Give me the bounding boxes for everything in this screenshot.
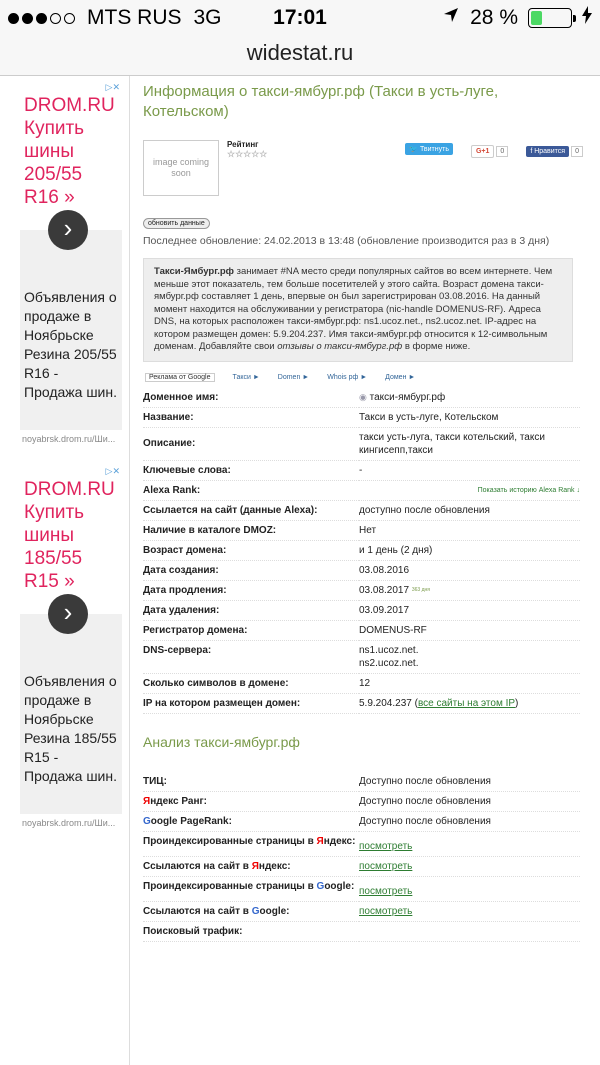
table-row <box>143 427 580 460</box>
last-updated: Последнее обновление: 24.02.2013 в 13:48 (обновление производится раз в 3 дня) <box>143 235 550 247</box>
row-key <box>143 791 359 811</box>
row-key: Название: <box>143 407 359 427</box>
row-key: Ключевые слова: <box>143 460 359 480</box>
dns-1: ns1.ucoz.net. <box>359 644 419 656</box>
ip-close-paren: ) <box>515 697 519 709</box>
ad-link[interactable]: Домен ► <box>385 374 416 381</box>
url-domain[interactable]: widestat.ru <box>246 40 354 65</box>
status-right <box>442 6 592 30</box>
row-value: 03.09.2017 <box>359 600 580 620</box>
table-row <box>143 620 580 640</box>
ad-body[interactable]: Объявления о продаже в Ноябрьске Резина 185/55 R15 - Продажа шин. <box>20 614 122 814</box>
rating <box>227 140 267 160</box>
row-key: Наличие в каталоге DMOZ: <box>143 520 359 540</box>
network-type: 3G <box>193 6 222 29</box>
ad-headline[interactable]: DROM.RU Купить шины 185/55 R15 » <box>24 479 115 592</box>
row-value: такси усть-луга, такси котельский, такси кингисепп,такси <box>359 427 580 460</box>
charging-bolt-icon <box>582 6 592 30</box>
main-content <box>143 76 583 942</box>
carrier-name: MTS RUS <box>87 6 182 29</box>
ad-headline[interactable]: DROM.RU Купить шины 205/55 R16 » <box>24 95 115 208</box>
row-key: Поисковый трафик: <box>143 921 359 941</box>
row-key <box>143 901 359 921</box>
rating-stars[interactable]: ☆☆☆☆☆ <box>227 149 268 159</box>
row-key <box>143 876 359 901</box>
site-header-row <box>143 140 583 212</box>
site-summary <box>143 258 573 362</box>
address-bar[interactable] <box>0 38 600 76</box>
ad-link[interactable]: Domen ► <box>277 374 310 381</box>
ad-source: noyabrsk.drom.ru/Ши... <box>22 434 116 444</box>
table-row <box>143 520 580 540</box>
row-key-text: ндекс Ранг: <box>150 795 207 807</box>
chevron-right-icon[interactable]: › <box>48 594 88 634</box>
analysis-table <box>143 772 580 942</box>
row-value: - <box>359 460 580 480</box>
row-value: Нет <box>359 520 580 540</box>
row-key: Возраст домена: <box>143 540 359 560</box>
google-ad-links <box>143 372 583 384</box>
gplus-button[interactable]: G+1 <box>471 145 494 158</box>
summary-text: занимает #NA место среди популярных сайтов во всем интернете. Чем меньше этот показатель, тем больше посетителей у этого сайта. Возраст домена такси-ямбург.рф составляет 1 день, впервые он был зарегистрирован 03.08.2016. На данный момент находится на обслуживании у регистратора (nic-handle DOMENUS-RF). Адреса DNS, на которых расположен такси-ямбург.рф: ns1.ucoz.net., ns2.ucoz.net. IP-адрес на котором размещен домен: 5.9.204.237. Имя такси-ямбург.рф относится к 12-символьным доменам. Добавляйте свои <box>154 266 553 352</box>
ip-value: 5.9.204.237 ( <box>359 697 418 709</box>
globe-icon: ◉ <box>359 391 367 402</box>
view-link[interactable]: посмотреть <box>359 905 413 917</box>
alexa-history-link[interactable]: Показать историю Alexa Rank ↓ <box>477 486 580 494</box>
row-value <box>359 480 580 500</box>
view-link[interactable]: посмотреть <box>359 860 413 872</box>
row-value: 12 <box>359 673 580 693</box>
table-row <box>143 791 580 811</box>
ad-block[interactable] <box>20 80 122 448</box>
site-thumbnail: image coming soon <box>143 140 219 196</box>
ad-choices-icon[interactable]: ▷✕ <box>105 466 120 476</box>
row-value: Доступно после обновления <box>359 791 580 811</box>
battery-level-fill <box>531 11 542 25</box>
row-key: Доменное имя: <box>143 388 359 408</box>
row-value: Доступно после обновления <box>359 772 580 792</box>
row-value <box>359 693 580 713</box>
all-sites-on-ip-link[interactable]: все сайты на этом IP <box>417 697 516 709</box>
table-row <box>143 600 580 620</box>
row-key-text: oogle PageRank: <box>150 815 232 827</box>
yandex-letter: Я <box>251 860 259 872</box>
dns-2: ns2.ucoz.net. <box>359 657 419 669</box>
row-key: Дата продления: <box>143 580 359 600</box>
row-value <box>359 856 580 876</box>
row-value: Доступно после обновления <box>359 811 580 831</box>
summary-site-name: Такси-Ямбург.рф <box>154 266 234 277</box>
domain-name-value: такси-ямбург.рф <box>369 391 446 403</box>
reviews-link[interactable]: отзывы о такси-ямбург.рф <box>277 341 403 352</box>
row-key: IP на котором размещен домен: <box>143 693 359 713</box>
ad-body[interactable]: Объявления о продаже в Ноябрьске Резина 205/55 R16 - Продажа шин. <box>20 230 122 430</box>
google-letter: G <box>251 905 260 917</box>
days-left: 363 дня <box>411 586 430 593</box>
table-row <box>143 673 580 693</box>
table-row <box>143 500 580 520</box>
table-row <box>143 921 580 941</box>
table-row <box>143 388 580 408</box>
row-key-text: Ссылаются на сайт в <box>143 905 252 917</box>
yandex-letter: Я <box>316 835 324 847</box>
ad-block[interactable] <box>20 464 122 832</box>
row-value <box>359 921 580 941</box>
row-key: Ссылается на сайт (данные Alexa): <box>143 500 359 520</box>
row-key: Регистратор домена: <box>143 620 359 640</box>
table-row <box>143 876 580 901</box>
row-key <box>143 856 359 876</box>
table-row <box>143 460 580 480</box>
row-value: Такси в усть-луге, Котельском <box>359 407 580 427</box>
status-bar <box>0 0 600 38</box>
refresh-data-button[interactable]: обновить данные <box>143 218 210 229</box>
row-key: ТИЦ: <box>143 772 359 792</box>
fb-like-button[interactable]: f Нравится <box>526 146 569 157</box>
rating-label: Рейтинг <box>227 140 259 149</box>
tweet-button[interactable]: 🐦 Твитнуть <box>405 143 453 155</box>
row-value: DOMENUS-RF <box>359 620 580 640</box>
google-letter: G <box>143 815 151 827</box>
ad-choices-icon[interactable]: ▷✕ <box>105 82 120 92</box>
table-row <box>143 856 580 876</box>
battery-percent: 28 % <box>470 6 518 29</box>
web-page <box>0 76 600 1065</box>
ad-sidebar <box>0 76 130 1065</box>
table-row <box>143 901 580 921</box>
row-key-end: oogle: <box>324 880 355 892</box>
location-arrow-icon <box>442 6 460 30</box>
row-value <box>359 388 580 408</box>
renewal-date: 03.08.2017 <box>359 584 410 596</box>
chevron-right-icon[interactable]: › <box>48 210 88 250</box>
gplus-count: 0 <box>496 146 508 157</box>
clock: 17:01 <box>273 6 327 29</box>
analysis-title: Анализ такси-ямбург.рф <box>143 733 300 750</box>
row-value <box>359 831 580 856</box>
row-key-end: oogle: <box>259 905 290 917</box>
row-key-text: Проиндексированные страницы в <box>143 835 317 847</box>
ad-link[interactable]: Такси ► <box>232 374 260 381</box>
view-link[interactable]: посмотреть <box>359 840 413 852</box>
table-row <box>143 540 580 560</box>
table-row <box>143 407 580 427</box>
row-key: Alexa Rank: <box>143 480 359 500</box>
fb-like-count: 0 <box>571 146 583 157</box>
row-key: Дата удаления: <box>143 600 359 620</box>
table-row <box>143 640 580 673</box>
row-key: Сколько символов в домене: <box>143 673 359 693</box>
row-key-end: ндекс: <box>323 835 356 847</box>
battery-icon <box>528 8 572 28</box>
view-link[interactable]: посмотреть <box>359 885 413 897</box>
row-value <box>359 901 580 921</box>
row-key: Описание: <box>143 427 359 460</box>
row-key: Дата создания: <box>143 560 359 580</box>
tweet-label: Твитнуть <box>419 146 449 153</box>
social-buttons <box>405 140 583 158</box>
page-title: Информация о такси-ямбург.рф (Такси в усть-луге, Котельском) <box>143 83 499 120</box>
ad-source: noyabrsk.drom.ru/Ши... <box>22 818 116 828</box>
row-value: 03.08.2016 <box>359 560 580 580</box>
row-value <box>359 640 580 673</box>
fb-like-label: Нравится <box>534 148 566 155</box>
summary-end: в форме ниже. <box>402 341 471 352</box>
table-row <box>143 480 580 500</box>
ad-link[interactable]: Whois рф ► <box>327 374 368 381</box>
table-row <box>143 560 580 580</box>
google-letter: G <box>316 880 325 892</box>
domain-info-table <box>143 388 580 714</box>
google-ads-label[interactable]: Реклама от Google <box>145 373 215 382</box>
row-value: доступно после обновления <box>359 500 580 520</box>
row-value: и 1 день (2 дня) <box>359 540 580 560</box>
table-row <box>143 693 580 713</box>
row-key: DNS-сервера: <box>143 640 359 673</box>
row-key-end: ндекс: <box>258 860 291 872</box>
row-key <box>143 811 359 831</box>
row-key-text: Проиндексированные страницы в <box>143 880 317 892</box>
table-row <box>143 831 580 856</box>
row-value <box>359 580 580 600</box>
table-row <box>143 772 580 792</box>
row-value <box>359 876 580 901</box>
table-row <box>143 580 580 600</box>
yandex-letter: Я <box>143 795 151 807</box>
row-key <box>143 831 359 856</box>
row-key-text: Ссылаются на сайт в <box>143 860 252 872</box>
table-row <box>143 811 580 831</box>
